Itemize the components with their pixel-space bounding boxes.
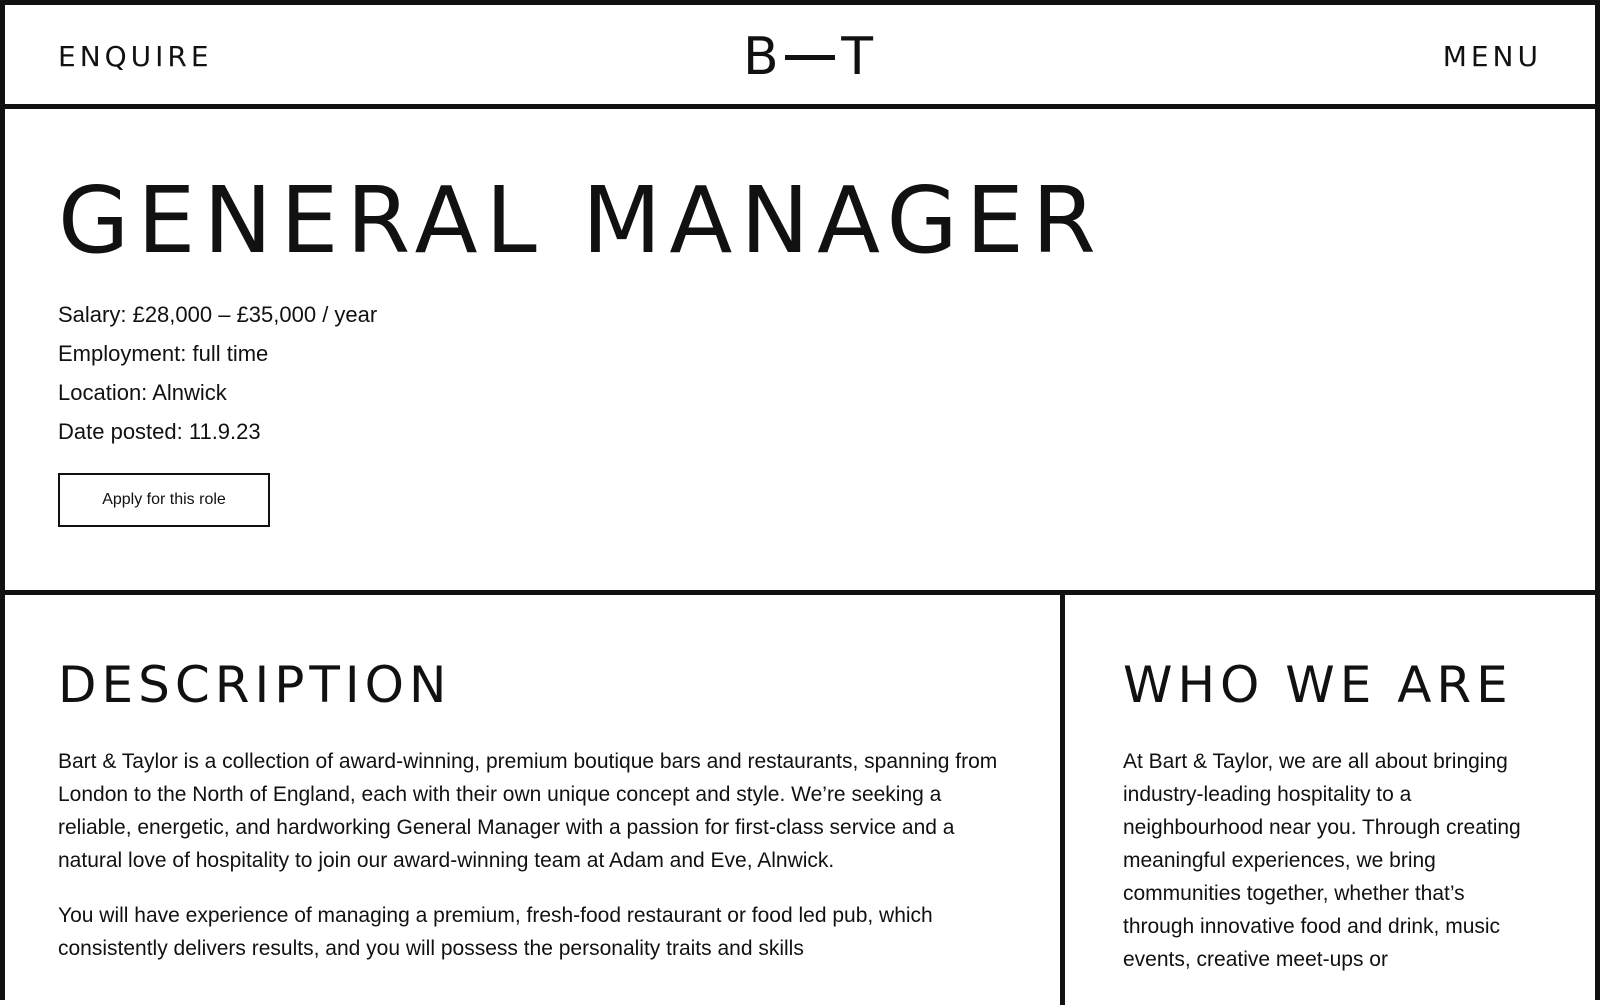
who-we-are-section (1065, 595, 1595, 1005)
job-salary: Salary: £28,000 – £35,000 / year (58, 302, 378, 327)
brand-logo[interactable] (743, 27, 873, 87)
description-section (5, 595, 1065, 1005)
job-hero (5, 109, 1595, 595)
job-location: Location: Alnwick (58, 380, 227, 405)
who-we-are-paragraph: At Bart & Taylor, we are all about bringing industry-leading hospitality to a neighbourhood near you. Through creating meaningful experiences, we bring communities together, whether that’s through innovative food and drink, music events, creative meet-ups or (1123, 750, 1521, 971)
logo-letter-b: B (743, 27, 779, 87)
logo-letter-t: T (841, 27, 873, 87)
enquire-link[interactable]: ENQUIRE (58, 40, 213, 73)
job-employment: Employment: full time (58, 341, 269, 366)
description-paragraph: Bart & Taylor is a collection of award-winning, premium boutique bars and restaurants, spanning from London to the North of England, each with their own unique concept and style. We’re seeking a reliable, energetic, and hardworking General Manager with a passion for first-class service and a natural love of hospitality to join our award-winning team at Adam and Eve, Alnwick. (58, 750, 998, 872)
description-body (58, 745, 998, 987)
description-heading: DESCRIPTION (58, 656, 452, 714)
apply-button[interactable]: Apply for this role (58, 473, 270, 527)
job-meta-list (58, 295, 377, 451)
job-title: GENERAL MANAGER (58, 167, 1104, 274)
who-we-are-heading: WHO WE ARE (1123, 656, 1513, 714)
job-date-posted: Date posted: 11.9.23 (58, 419, 261, 444)
site-header (5, 5, 1595, 109)
description-paragraph: You will have experience of managing a premium, fresh-food restaurant or food led pub, which consistently delivers results, and you will possess the personality traits and skills (58, 904, 933, 960)
logo-dash (785, 55, 836, 60)
who-we-are-body (1123, 745, 1523, 998)
menu-link[interactable]: MENU (1442, 40, 1542, 73)
